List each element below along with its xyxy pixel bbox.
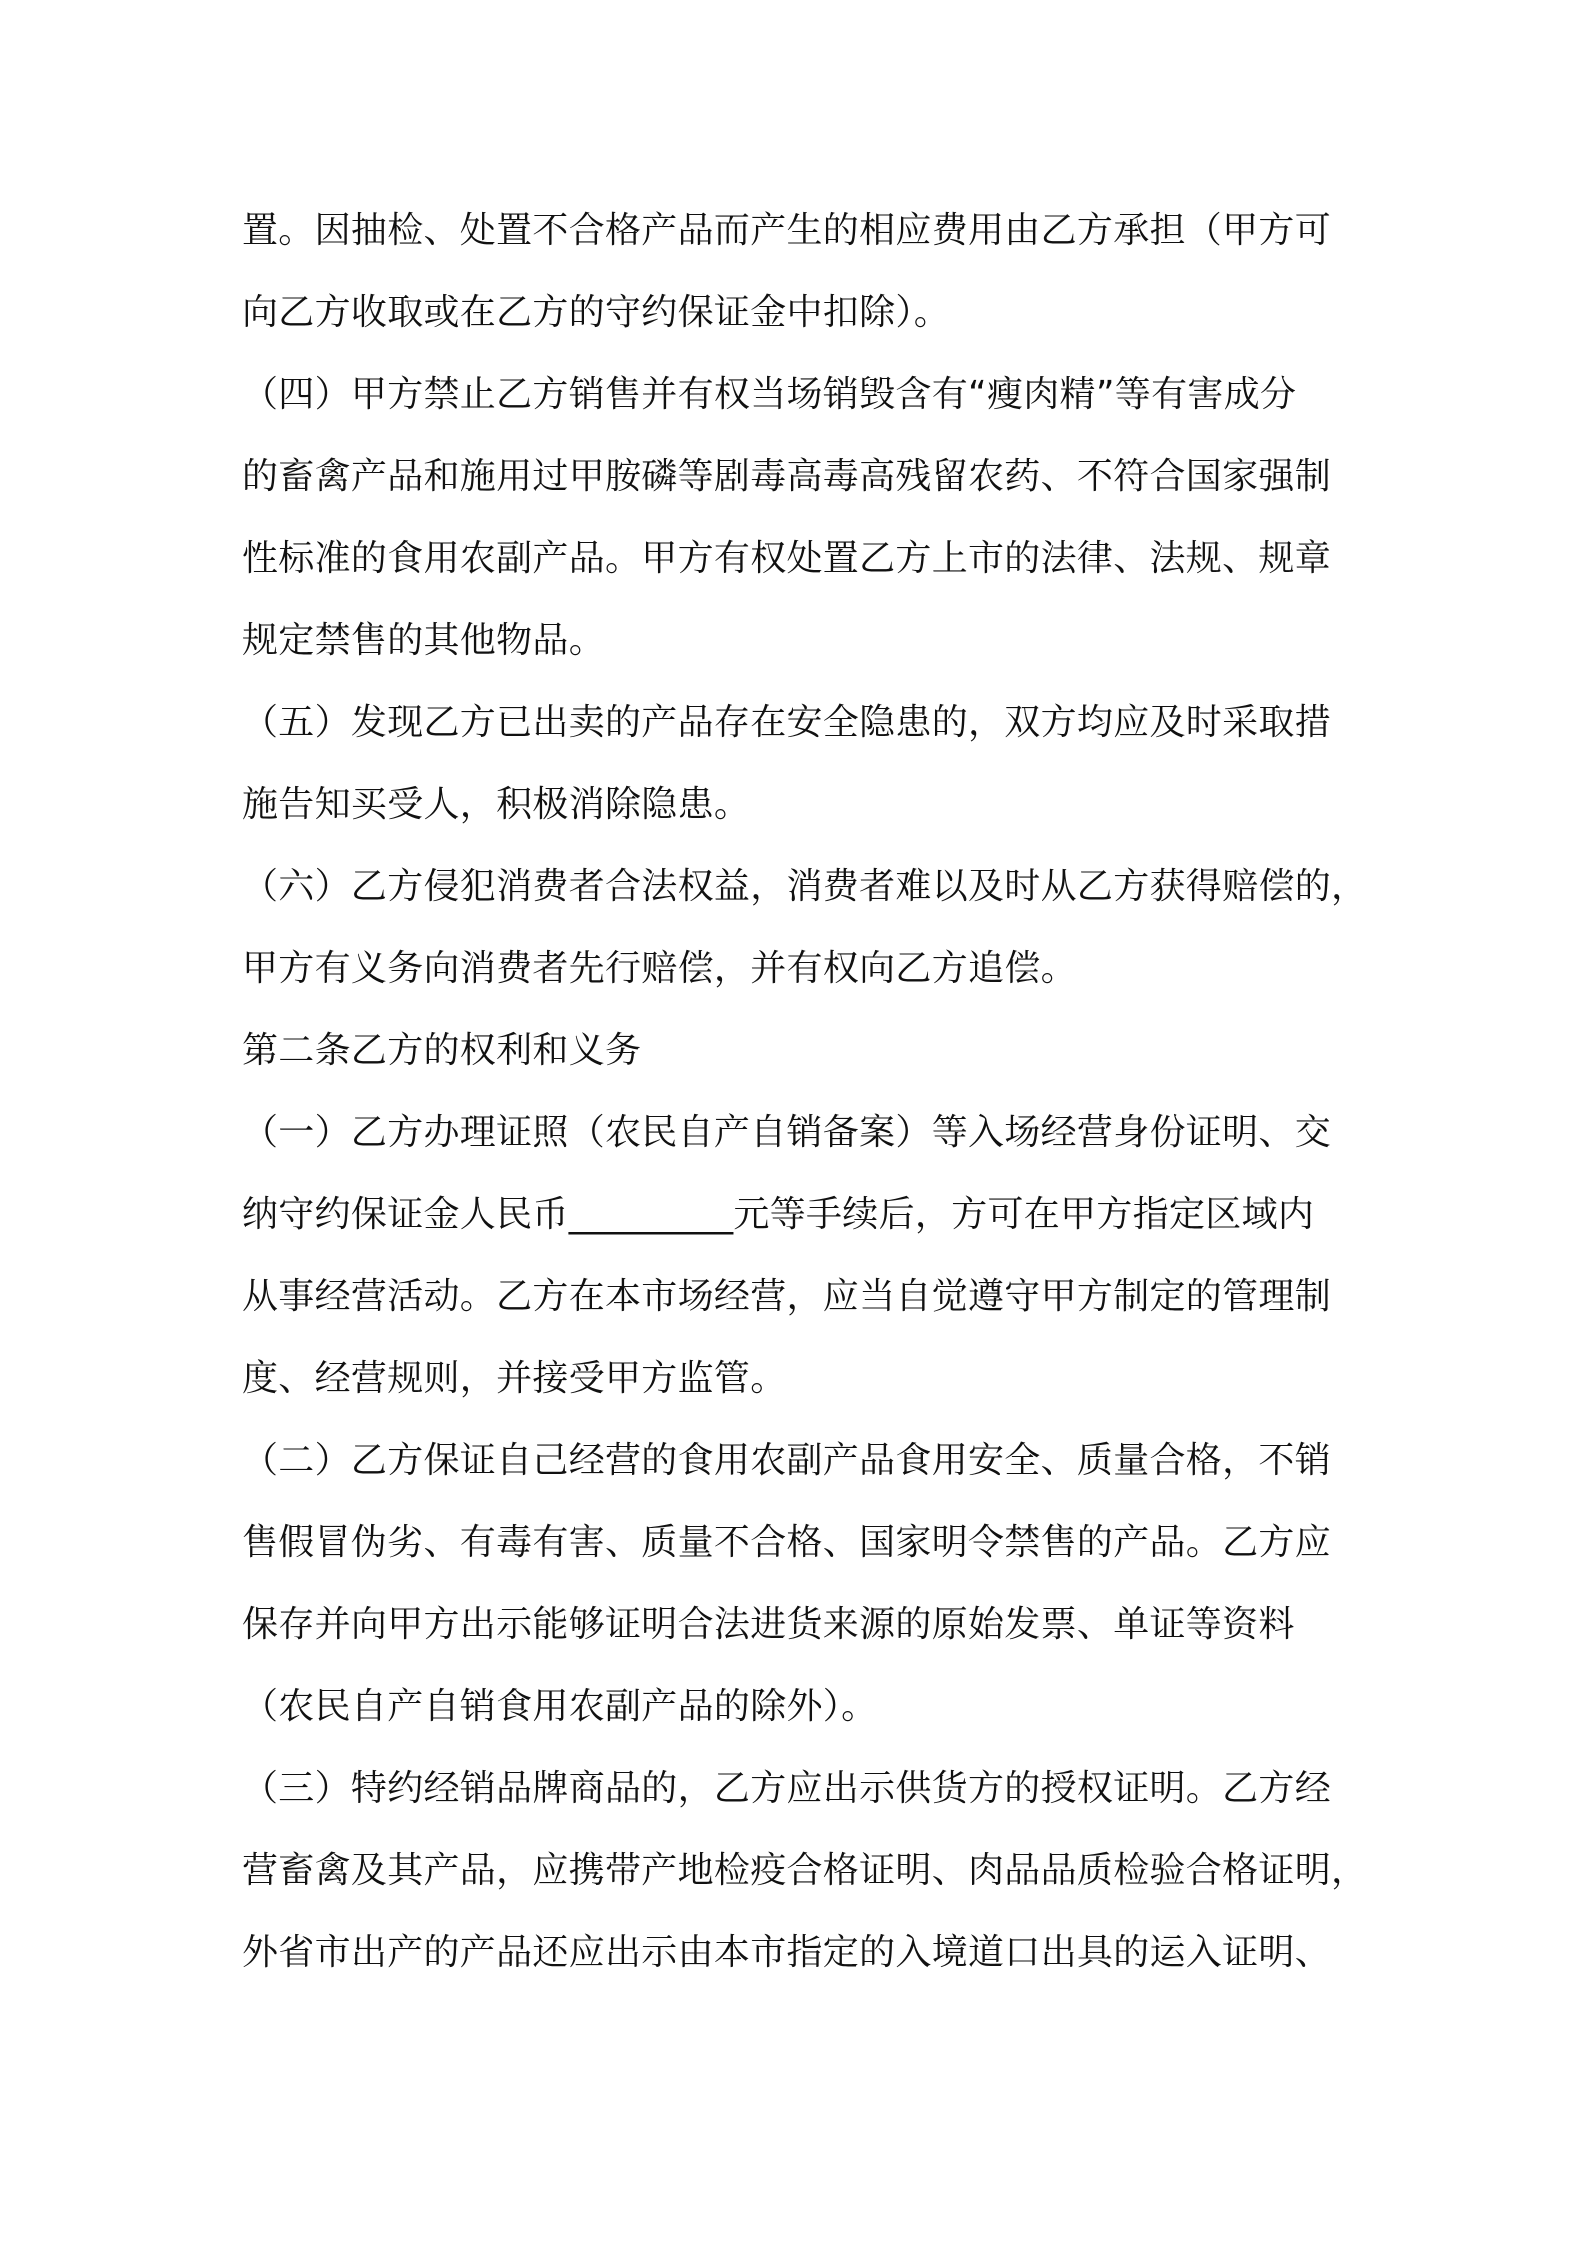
text-line: 保存并向甲方出示能够证明合法进货来源的原始发票、单证等资料 <box>242 1604 1295 1645</box>
section-heading: 第二条乙方的权利和义务 <box>242 1030 642 1071</box>
text-line: 向乙方收取或在乙方的守约保证金中扣除）。 <box>242 292 951 333</box>
text-line: （二）乙方保证自己经营的食用农副产品食用安全、质量合格，不销 <box>242 1440 1332 1481</box>
text-line: 营畜禽及其产品，应携带产地检疫合格证明、肉品品质检验合格证明， <box>242 1850 1368 1891</box>
text-line: 度、经营规则，并接受甲方监管。 <box>242 1358 787 1399</box>
text-line: 施告知买受人，积极消除隐患。 <box>242 784 751 825</box>
text-line: 的畜禽产品和施用过甲胺磷等剧毒高毒高残留农药、不符合国家强制 <box>242 456 1332 497</box>
text-line: 规定禁售的其他物品。 <box>242 620 606 661</box>
text-line: （四）甲方禁止乙方销售并有权当场销毁含有“瘦肉精”等有害成分 <box>242 374 1297 415</box>
text-line: （六）乙方侵犯消费者合法权益，消费者难以及时从乙方获得赔偿的， <box>242 866 1368 907</box>
text-line: （三）特约经销品牌商品的，乙方应出示供货方的授权证明。乙方经 <box>242 1768 1332 1809</box>
text-line: 售假冒伪劣、有毒有害、质量不合格、国家明令禁售的产品。乙方应 <box>242 1522 1332 1563</box>
text-line: （农民自产自销食用农副产品的除外）。 <box>242 1686 878 1727</box>
text-line: 从事经营活动。乙方在本市场经营，应当自觉遵守甲方制定的管理制 <box>242 1276 1332 1317</box>
text-line: 甲方有义务向消费者先行赔偿，并有权向乙方追偿。 <box>242 948 1077 989</box>
text-line: 置。因抽检、处置不合格产品而产生的相应费用由乙方承担（甲方可 <box>242 210 1332 251</box>
text-line: （五）发现乙方已出卖的产品存在安全隐患的，双方均应及时采取措 <box>242 702 1332 743</box>
text-line: 外省市出产的产品还应出示由本市指定的入境道口出具的运入证明、 <box>242 1932 1332 1973</box>
text-line: （一）乙方办理证照（农民自产自销备案）等入场经营身份证明、交 <box>242 1112 1332 1153</box>
text-line: 性标准的食用农副产品。甲方有权处置乙方上市的法律、法规、规章 <box>242 538 1332 579</box>
text-line: 纳守约保证金人民币_________元等手续后，方可在甲方指定区域内 <box>242 1194 1315 1235</box>
